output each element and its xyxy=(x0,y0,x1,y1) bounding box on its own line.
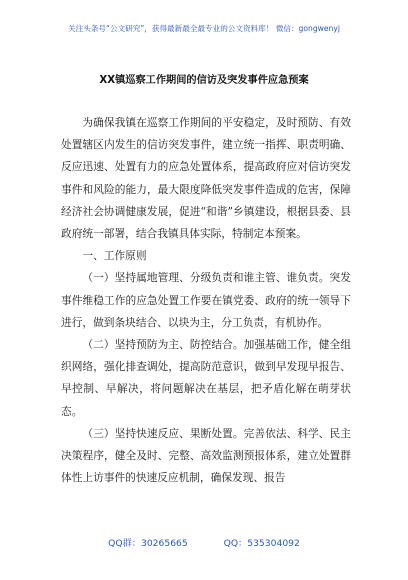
paragraph-principle-2: （二）坚持预防为主、防控结合。加强基础工作，健全组织网络，强化排查调处，提高防范意识，做到早发现早报告、早控制、早解决，将问题解决在基层，把矛盾化解在萌芽状态。 xyxy=(61,338,351,418)
footer-contact xyxy=(0,535,408,549)
section-heading: 一、工作原则 xyxy=(82,249,147,263)
paragraph-principle-3: （三）坚持快速反应、果断处置。完善依法、科学、民主决策程序，健全及时、完整、高效监测预报体系，建立处置群体性上访事件的快速反应机制，确保发现、报告 xyxy=(61,426,351,485)
paragraph-principle-1: （一）坚持属地管理、分级负责和谁主管、谁负责。突发事件维稳工作的应急处置工作要在镇党委、政府的统一领导下进行，做到条块结合、以块为主，分工负责，有机协作。 xyxy=(61,271,351,329)
header-banner: 关注头条号“公文研究”，获得最新最全最专业的公文资料库！ 微信：gongwenyj xyxy=(68,24,340,33)
paragraph-intro: 为确保我镇在巡察工作期间的平安稳定，及时预防、有效处置辖区内发生的信访突发事件，建立统一指挥、职责明确、反应迅速、处置有力的应急处置体系，提高政府应对信访突发事件和风险的能力，最大限度降低突发事件造成的危害，保障经济社会协调健康发展，促进“和谐”乡镇建设，根据县委、县政府统一部署，结合我镇具体实际，特制定本预案。 xyxy=(61,116,351,241)
document-title: XX镇巡察工作期间的信访及突发事件应急预案 xyxy=(99,75,309,86)
footer-qq-group: QQ群：30265665 xyxy=(108,538,188,549)
footer-qq: QQ：535304092 xyxy=(223,538,300,549)
document-body xyxy=(61,112,351,489)
